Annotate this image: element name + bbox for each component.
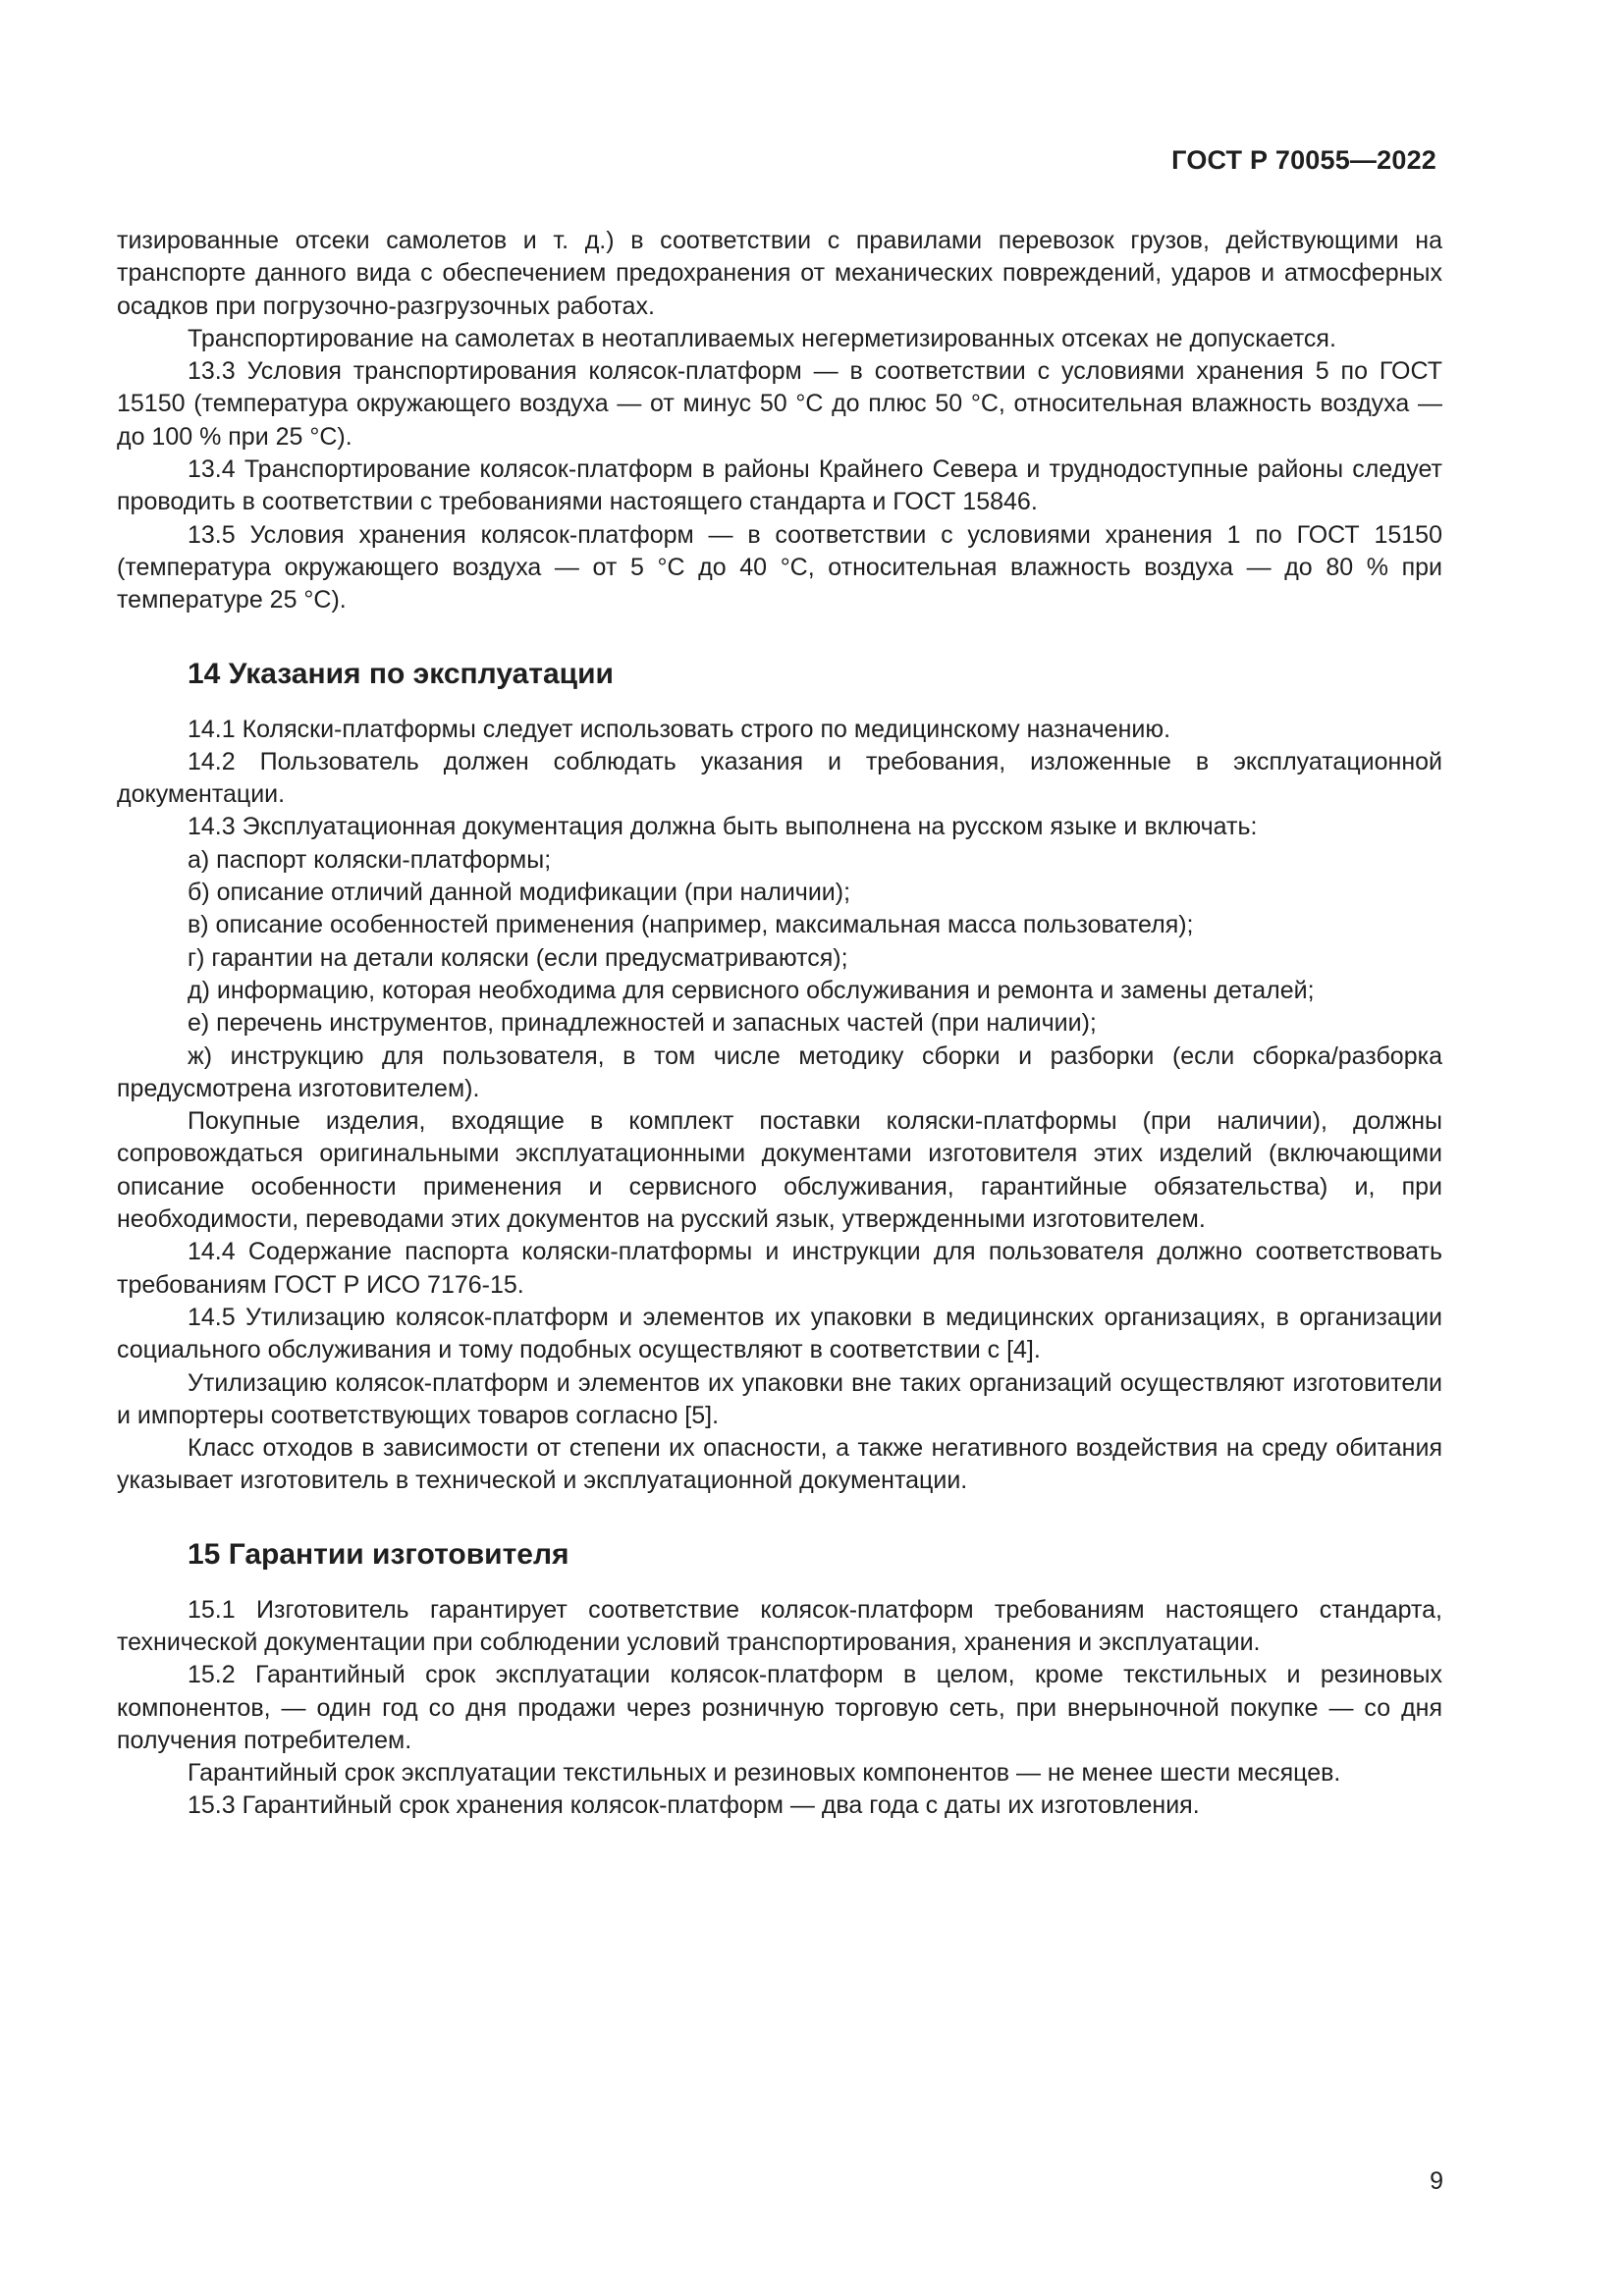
paragraph: 15.1 Изготовитель гарантирует соответствие колясок-платформ требованиям настоящего стандарта, технической документации при соблюдении условий транспортирования, хранения и эксплуатации. bbox=[117, 1595, 1442, 1656]
list-item: в) описание особенностей применения (например, максимальная масса пользователя); bbox=[188, 911, 1194, 939]
list-item: ж) инструкцию для пользователя, в том числе методику сборки и разборки (если сборка/разборка предусмотрена изготовителем). bbox=[117, 1041, 1442, 1102]
document-code-header: ГОСТ Р 70055—2022 bbox=[1171, 145, 1436, 175]
paragraph: 14.2 Пользователь должен соблюдать указания и требования, изложенные в эксплуатационной документации. bbox=[117, 747, 1442, 809]
section-spacer bbox=[117, 692, 1442, 714]
list-item: г) гарантии на детали коляски (если предусматриваются); bbox=[188, 943, 848, 972]
paragraph: 13.4 Транспортирование колясок-платформ в районы Крайнего Севера и труднодоступные районы следует проводить в соответствии с требованиями настоящего стандарта и ГОСТ 15846. bbox=[117, 455, 1442, 516]
section-spacer bbox=[117, 1498, 1442, 1537]
paragraph: 13.5 Условия хранения колясок-платформ — в соответствии с условиями хранения 1 по ГОСТ 15150 (температура окружающего воздуха — от 5 °С до 40 °С, относительная влажность воздуха — до 80 % при температуре 25 °С). bbox=[117, 520, 1442, 614]
document-body bbox=[117, 225, 1442, 1823]
paragraph: Транспортирование на самолетах в неотапливаемых негерметизированных отсеках не допускается. bbox=[188, 324, 1336, 352]
paragraph: 13.3 Условия транспортирования колясок-платформ — в соответствии с условиями хранения 5 по ГОСТ 15150 (температура окружающего воздуха — от минус 50 °С до плюс 50 °С, относительная влажность воздуха — до 100 % при 25 °С). bbox=[117, 357, 1442, 451]
list-item: а) паспорт коляски-платформы; bbox=[188, 845, 552, 874]
section-heading: 14 Указания по эксплуатации bbox=[188, 657, 615, 690]
list-item: е) перечень инструментов, принадлежностей и запасных частей (при наличии); bbox=[188, 1009, 1097, 1038]
section-spacer bbox=[117, 617, 1442, 657]
section-spacer bbox=[117, 1573, 1442, 1594]
paragraph: Утилизацию колясок-платформ и элементов их упаковки вне таких организаций осуществляют изготовители и импортеры соответствующих товаров согласно [5]. bbox=[117, 1368, 1442, 1429]
paragraph: Класс отходов в зависимости от степени их опасности, а также негативного воздействия на среду обитания указывает изготовитель в технической и эксплуатационной документации. bbox=[117, 1434, 1442, 1495]
paragraph: 14.4 Содержание паспорта коляски-платформы и инструкции для пользователя должно соответствовать требованиям ГОСТ Р ИСО 7176-15. bbox=[117, 1238, 1442, 1299]
list-item: б) описание отличий данной модификации (при наличии); bbox=[188, 879, 851, 907]
paragraph: Покупные изделия, входящие в комплект поставки коляски-платформы (при наличии), должны сопровождаться оригинальными эксплуатационными документами изготовителя этих изделий (включающими описание особенности применения и сервисного обслуживания, гарантийные обязательства) и, при необходимости, переводами этих документов на русский язык, утвержденными изготовителем. bbox=[117, 1107, 1442, 1234]
paragraph: Гарантийный срок эксплуатации текстильных и резиновых компонентов — не менее шести месяцев. bbox=[188, 1759, 1341, 1788]
paragraph: 14.3 Эксплуатационная документация должна быть выполнена на русском языке и включать: bbox=[188, 813, 1258, 841]
list-item: д) информацию, которая необходима для сервисного обслуживания и ремонта и замены деталей; bbox=[188, 976, 1315, 1004]
paragraph: тизированные отсеки самолетов и т. д.) в соответствии с правилами перевозок грузов, действующими на транспорте данного вида с обеспечением предохранения от механических повреждений, ударов и атмосферных осадков при погрузочно-разгрузочных работах. bbox=[117, 227, 1442, 320]
paragraph: 15.3 Гарантийный срок хранения колясок-платформ — два года с даты их изготовления. bbox=[188, 1791, 1200, 1820]
page-number: 9 bbox=[1430, 2167, 1443, 2195]
paragraph: 14.1 Коляски-платформы следует использовать строго по медицинскому назначению. bbox=[188, 715, 1171, 743]
paragraph: 15.2 Гарантийный срок эксплуатации колясок-платформ в целом, кроме текстильных и резиновых компонентов, — один год со дня продажи через розничную торговую сеть, при внерыночной покупке — со дня получения потребителем. bbox=[117, 1661, 1442, 1754]
paragraph: 14.5 Утилизацию колясок-платформ и элементов их упаковки в медицинских организациях, в организации социального обслуживания и тому подобных осуществляют в соответствии с [4]. bbox=[117, 1303, 1442, 1364]
section-heading: 15 Гарантии изготовителя bbox=[188, 1537, 569, 1571]
